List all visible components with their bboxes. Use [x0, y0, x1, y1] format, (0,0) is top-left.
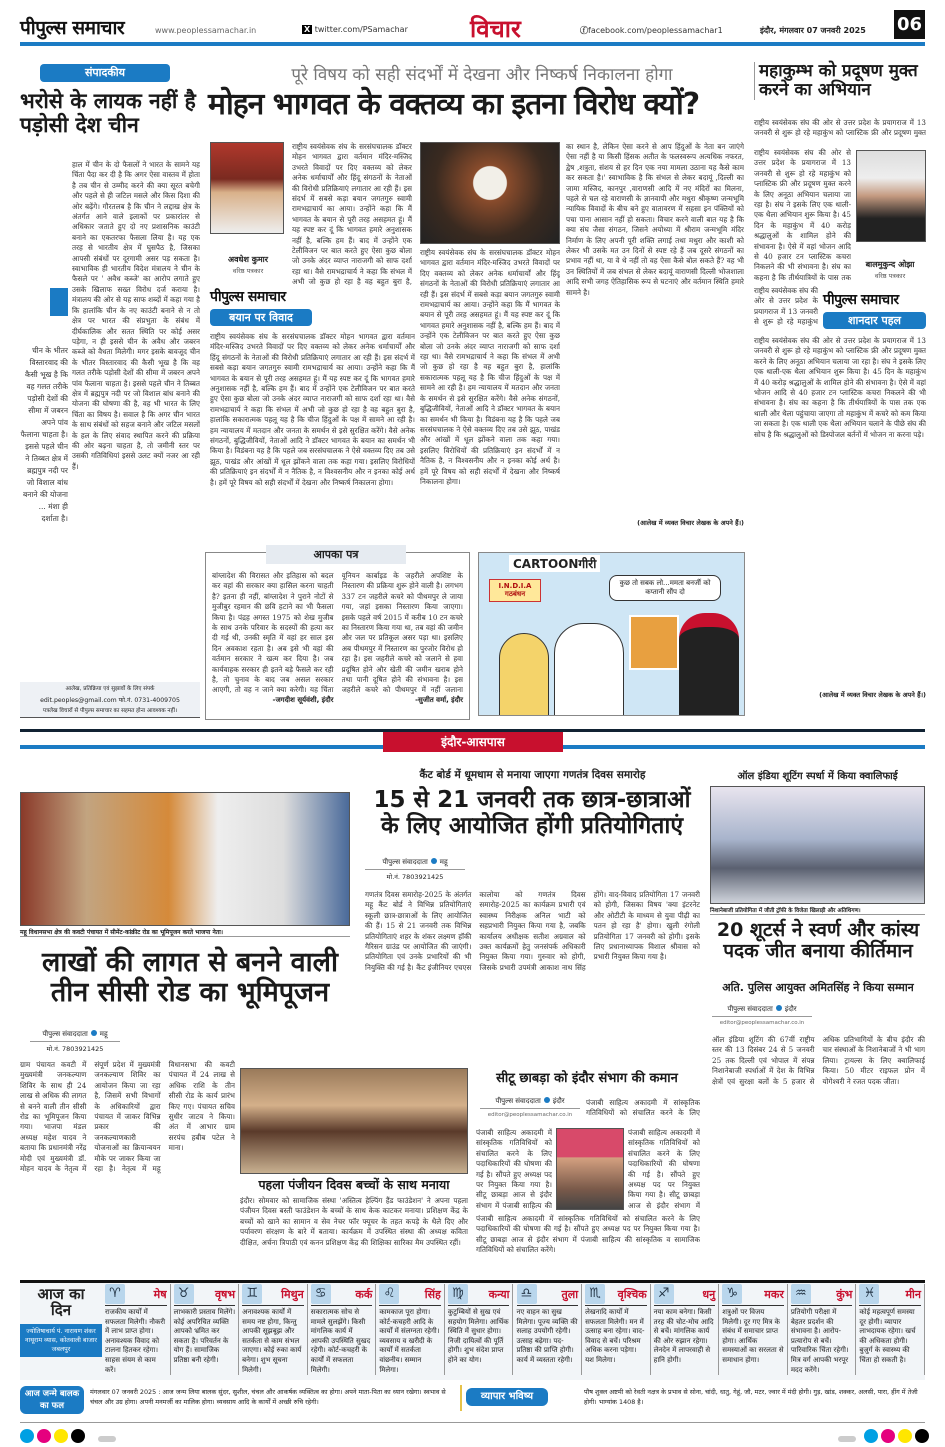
section-title: विचार	[470, 15, 521, 43]
right-body-top: राष्ट्रीय स्वयंसेवक संघ की ओर से उत्तर प्रदेश के प्रयागराज में 13 जनवरी से शुरू हो रहे महाकुंभ को प्लास्टिक फ्री और प्रदूषण मुक्त	[754, 118, 926, 138]
zodiac-icon: ♏	[585, 1284, 605, 1304]
a1-body: ग्राम पंचायत कवटी में मुख्यमंत्री जनकल्याण शिविर के साथ ही 24 लाख से अधिक की लागत से बनने वाली तीन सीसी रोड का भूमिपूजन किया गया। भाजपा मंडल अध्यक्ष महेश यादव ने बताया कि प्रधानमंत्री नरेंद्र मोदी एवं मुख्यमंत्री डॉ. मोहन यादव के नेतृत्व में संपूर्ण प्रदेश में मुख्यमंत्री जनकल्याण शिविर का आयोजन किया जा रहा है, जिसमें सभी विभागों के अधिकारियों द्वारा पंचायत में जाकर विभिन्न प्रकार की जनकल्याणकारी योजनाओं का क्रियान्वयन मौके पर जाकर किया जा रहा है। नेतृत्व में महू विधानसभा की कवटी पंचायत में 24 लाख से अधिक राशि के तीन सीसी रोड के कार्य प्रारंभ किए गए। पंचायत सचिव सुधीर जाटव ने किया। अंत में आभार ग्राम सरपंच हबीब पटेल ने माना।	[20, 1060, 235, 1174]
a3-headline: 20 शूटर्स ने स्वर्ण और कांस्य पदक जीत बनाया कीर्तिमान	[716, 919, 920, 963]
byline-text: पीपुल्स संवाददाता	[42, 1030, 88, 1038]
bullet-icon	[91, 1030, 97, 1036]
sign-label: सिंह	[424, 1288, 441, 1301]
sign-name	[859, 1284, 921, 1306]
sign-label: कन्या	[488, 1288, 510, 1301]
letters-box	[205, 548, 470, 720]
local-section-title: इंदौर-आसपास	[383, 732, 563, 752]
a4-email[interactable]: editor@peoplessamachar.co.in	[487, 1112, 573, 1118]
bottom-rule	[20, 1422, 925, 1423]
a2-phone: मो.नं. 7803921425	[386, 873, 444, 881]
bullet-icon	[544, 1097, 550, 1103]
a4-headline: सीटू छाबड़ा को इंदौर संभाग की कमान	[496, 1071, 678, 1086]
bhoomipujan-headline: लाखों की लागत से बनने वाली तीन सीसी रोड का भूमिपूजन	[42, 947, 338, 1009]
sign-name	[379, 1284, 441, 1306]
cartoon-speech-bubble: कुछ तो सबक लो...ममता बनर्जी को कप्तानी सौंप दो	[609, 575, 721, 601]
zodiac-sign-9	[651, 1284, 720, 1375]
born-text: मंगलवार 07 जनवरी 2025 : आज जन्म लिया बालक सुंदर, सुशील, चंचल और आकर्षक व्यक्तित्व का होगा। अपने माता-पिता का ध्यान रखेगा। स्वभाव से चंचल और उग्र होगा। अपनी मनमर्जी का मालिक होगा। व्यवसाय आदि के कार्यों में अच्छी रुचि रहेगी।	[90, 1388, 446, 1406]
a4-body-bottom: पंजाबी साहित्य अकादमी में सांस्कृतिक गतिविधियों को संचालित करने के लिए पदाधिकारियों की घोषणा की गई है। सौंपते हुए अध्यक्ष पद पर नियुक्त किया गया है। सीटू छाबड़ा आज से इंदौर संभाग में पंजाबी साहित्य की सांस्कृतिक व सामाजिक गतिविधियों को संचालित करेंगे।	[476, 1214, 700, 1255]
lead-kicker: पूरे विषय को सही संदर्भों में देखना और निष्कर्ष निकालना होगा	[291, 65, 673, 85]
sign-name	[791, 1284, 853, 1306]
sign-label: मीन	[905, 1288, 921, 1301]
right-body-bottom: राष्ट्रीय स्वयंसेवक संघ की ओर से उत्तर प्रदेश के प्रयागराज में 13 जनवरी से शुरू हो रहे महाकुंभ को प्लास्टिक फ्री और प्रदूषण मुक्त करने के लिए अनूठा अभियान चलाया जा रहा है। संघ ने इसके लिए एक थाली-एक थैला अभियान शुरू किया है। 45 दिन के महाकुंभ में 40 करोड़ श्रद्धालुओं के शामिल होने की संभावना है। ऐसे में वहां भोजन आदि से 40 हजार टन प्लास्टिक कचरा निकलने की भी संभावना है। संघ का कहना है कि तीर्थयात्रियों के पास तक एक थाली और थैला पहुंचाया जाएगा तो महाकुंभ में कचरे को कम किया जा सकता है। एक थाली एक थैला अभियान चलाने के पीछे संघ की सोच है कि श्रद्धालुओं को डिस्पोजल बर्तनों में भोजन ना करना पड़े।	[754, 336, 926, 439]
shooters-photo	[710, 786, 925, 904]
sign-prediction: नए वाहन का सुख मिलेगा। पूज्य व्यक्ति की सलाह उपयोगी रहेगी। उत्साह बढ़ेगा। पद-प्रतिष्ठा की प्राप्ति होगी। कार्य में व्यस्तता रहेगी।	[516, 1308, 578, 1364]
badge-logo: पीपुल्स समाचार	[210, 289, 286, 305]
letter-1: बांग्लादेश की विरासत और इतिहास को बदल कर वहां की सरकार क्या हासिल करना चाहती है? इतना ही नहीं, बांग्लादेश ने पुराने नोटों से मुजीबुर रहमान की छवि हटाने का भी फैसला किया है। पंद्रह अगस्त 1975 को शेख मुजीब के साथ उनके परिवार के सदस्यों की हत्या कर दी गई थी, उनकी स्मृति में वहां हर साल इस दिन अवकाश रहता है। अब इसे भी वहां की वर्तमान सरकार ने खत्म कर दिया है। जब कार्यवाहक सरकार ही इतने बड़े फैसले कर रही है, तो चुनाव के बाद जब असल सरकार आएगी, तो वह न जाने क्या करेगी। यह चिंता	[212, 571, 334, 695]
sign-name	[654, 1284, 716, 1306]
newspaper-logo: पीपुल्स समाचार	[20, 17, 125, 39]
zodiac-icon: ♐	[654, 1284, 674, 1304]
byline-place: इंदौर	[552, 1097, 565, 1105]
aaj-ka-din	[20, 1286, 102, 1357]
letter-2: यूनियन कार्बाइड के जहरीले अपशिष्ट के निस्तारण की प्रक्रिया शुरू होने वाली है। लगभग 337 टन जहरीले कचरे को पीथमपुर ले जाया गया, जहां इसका निस्तारण किया जाएगा। इसके पहले वर्ष 2015 में करीब 10 टन कचरे का निस्तारण किया गया था, तब वहां की जमीन और जल पर प्रतिकूल असर पड़ा था। इसलिए अब पीथमपुर में निस्तारण का पुरजोर विरोध हो रहा है। इस जहरीले कचरे को जलाने से हवा प्रदूषित होने और खेती की जमीन खराब होने तथा पानी दूषित होने की संभावना है। इस जहरीले कचरे को पीथमपुर में नहीं जलाना	[341, 571, 463, 695]
sign-label: कुंभ	[836, 1288, 853, 1301]
sign-prediction: शत्रुओं पर विजय मिलेगी। दूर गए मित्र के संबंध में समाचार प्राप्त होगा। आर्थिक समस्याओं का सरलता से समाधान होगा।	[722, 1308, 784, 1364]
cartoon-figure-3	[679, 613, 739, 716]
bhagwat-photo	[420, 142, 560, 244]
zodiac-sign-8	[582, 1284, 651, 1375]
zodiac-icon: ♎	[517, 1284, 537, 1304]
cartoon-title: CARTOONगीरी	[509, 555, 600, 572]
a5-body: इंदौर। सोमवार को सामाजिक संस्था 'अस्तित्व हेल्पिंग हैंड फाउंडेशन' ने अपना पहला पंजीयन दिवस बस्ती फाउंडेशन के बच्चों के साथ केक काटकर मनाया। प्रशिक्षण केंद्र के बच्चों को खाने का सामान व सेव नेचर फॉर फ्यूचर के तहत कपड़े के थैले दिए और पर्यावरण संरक्षण के बारे में बताया। कार्यक्रम में उपस्थित संस्था की अध्यक्ष कविता दीक्षित, अर्चना त्रिपाठी एवं कनन प्रशिक्षण केंद्र की शिक्षिका सारिका मैम उपस्थित रहीं।	[240, 1196, 468, 1247]
twitter-handle: twitter.com/PSamachar	[314, 25, 408, 34]
twitter-link[interactable]	[302, 25, 408, 34]
facebook-link[interactable]	[580, 25, 723, 36]
zodiac-icon: ♑	[722, 1284, 742, 1304]
horoscope-title: आज का दिन	[37, 1285, 85, 1319]
sign-name	[517, 1284, 579, 1306]
contact-email[interactable]: edit.peoples@gmail.com फो.नं. 0731-4009705	[40, 697, 180, 704]
dateline: इंदौर, मंगलवार 07 जनवरी 2025	[760, 26, 866, 35]
zodiac-icon: ♌	[379, 1284, 399, 1304]
zodiac-sign-3	[239, 1284, 308, 1375]
bhoomipujan-photo	[20, 792, 350, 926]
trade-text: पौष शुक्ल अष्टमी को रेवती नक्षत्र के प्रभाव से सोना, चांदी, धातु, गेहूं, जौ, मटर, ज्वार में मंदी होगी। गुड़, खांड, शक्कर, अलसी, पारा, हींग में तेजी होगी। भाग्यांक 1408 है।	[584, 1388, 918, 1406]
sign-name	[585, 1284, 647, 1306]
lead-body-text: राष्ट्रीय स्वयंसेवक संघ के सरसंघचालक डॉक्टर मोहन भागवत द्वारा वर्तमान मंदिर-मस्जिद उभरते विवादों पर दिए वक्तव्य को लेकर अनेक धर्माचार्यों और हिंदू संगठनों के नेताओं की विरोधी प्रतिक्रियाएं लगातार आ रही हैं। इस संदर्भ में सबसे कड़ा बयान जगतगुरु स्वामी रामभद्राचार्य का आया। उन्होंने कहा कि मैं भागवत के बयान से पूरी तरह असहमत हूं। मैं यह स्पष्ट कर दूं कि भागवत हमारे अनुशासक नहीं है, बल्कि हम हैं। बाद में उन्होंने एक टेलीविजन पर बात करते हुए ऐसा कुछ बोला जो उनके अंदर व्याप्त नाराजगी को साफ दर्शा रहा था। वैसे रामभद्राचार्य ने कहा कि संभल में अभी जो कुछ हो रहा है वह बहुत बुरा है, हालांकि सकारात्मक पहलू यह है कि चीज हिंदुओं के पक्ष में सामने आ रही है। हम न्यायालय में मतदान और जनता के समर्थन से इसे सुरक्षित करेंगे। वैसे अनेक संगठनों, बुद्धिजीवियों, नेताओं आदि ने डॉक्टर भागवत के बयान का समर्थन भी किया है। विडंबना यह है कि पहले जब सरसंघचालक ने ऐसे वक्तव्य दिए तब उसे झूठ, पाखंड और आंखों में धूल झोंकने वाला तक कहा गया। इसलिए विरोधियों की प्रतिक्रियाएं इन संदर्भों में न नैतिक है, न विश्वसनीय और न इनका कोई अर्थ है। हमें पूरे विषय को सही संदर्भों में देखना और निष्कर्ष निकालना होगा।	[210, 332, 415, 487]
lead-body-continued: राष्ट्रीय स्वयंसेवक संघ के सरसंघचालक डॉक्टर मोहन भागवत द्वारा वर्तमान मंदिर-मस्जिद उभरते विवादों पर दिए वक्तव्य को लेकर अनेक धर्माचार्यों और हिंदू संगठनों के नेताओं की विरोधी प्रतिक्रियाएं लगातार आ रही हैं। इस संदर्भ में सबसे कड़ा बयान जगतगुरु स्वामी रामभद्राचार्य का आया। उन्होंने कहा कि मैं भागवत के बयान से पूरी तरह असहमत हूं। मैं यह स्पष्ट कर दूं कि भागवत हमारे अनुशासक नहीं है, बल्कि हम हैं। बाद में उन्होंने एक टेलीविजन पर बात करते हुए ऐसा कुछ बोला जो उनके अंदर व्याप्त नाराजगी को साफ दर्शा रहा था। वैसे रामभद्राचार्य ने कहा कि संभल में अभी जो कुछ हो रहा है वह बहुत बुरा है, हालांकि सकारात्मक पहलू यह है कि चीज हिंदुओं के पक्ष में सामने आ रही है। हम न्यायालय में मतदान और जनता के समर्थन से इसे सुरक्षित करेंगे। वैसे अनेक संगठनों, बुद्धिजीवियों, नेताओं आदि ने डॉक्टर भागवत के बयान का समर्थन भी किया है। विडंबना यह है कि पहले जब सरसंघचालक ने ऐसे वक्तव्य दिए तब उसे झूठ, पाखंड और आंखों में धूल झोंकने वाला तक कहा गया। इसलिए विरोधियों की प्रतिक्रियाएं इन संदर्भों में न नैतिक है, न विश्वसनीय और न इनका कोई अर्थ है। हमें पूरे विषय को सही संदर्भों में देखना और निष्कर्ष निकालना होगा।	[420, 248, 560, 486]
columnist-designation: वरिष्ठ पत्रकार	[874, 272, 906, 280]
lead-badge: बयान पर विवाद	[210, 309, 312, 326]
sign-prediction: कोई महत्वपूर्ण समस्या दूर होगी। व्यापार लाभदायक रहेगा। खर्च की अधिकता होगी। बुजुर्ग के स्वास्थ्य की चिंता हो सकती है।	[859, 1308, 916, 1364]
a4-byline	[480, 1097, 580, 1109]
a4-body-right: पंजाबी साहित्य अकादमी में सांस्कृतिक गतिविधियों को संचालित करने के लिए	[586, 1098, 700, 1118]
zodiac-icon: ♊	[242, 1284, 262, 1304]
author-designation: वरिष्ठ पत्रकार	[232, 267, 264, 275]
sign-label: मिथुन	[281, 1288, 304, 1301]
disclaimer: पत्रलेख विचारों से पीपुल्स समाचार का सहमत होना आवश्यक नहीं।	[42, 708, 178, 714]
letters-title: आपका पत्र	[266, 545, 406, 564]
a4-body-right2: पंजाबी साहित्य अकादमी में सांस्कृतिक गतिविधियों को संचालित करने के लिए पदाधिकारियों की घोषणा की गई है। सौंपते हुए अध्यक्ष पद पर नियुक्त किया गया है। सीटू छाबड़ा आज से इंदौर संभाग में	[628, 1128, 700, 1210]
sign-name	[311, 1284, 373, 1306]
sign-label: धनु	[702, 1288, 716, 1301]
lead-headline: मोहन भागवत के वक्तव्य का इतना विरोध क्यों?	[208, 87, 700, 122]
sign-name	[105, 1284, 167, 1306]
a5-headline: पहला पंजीयन दिवस बच्चों के साथ मनाया	[258, 1177, 450, 1192]
zodiac-sign-12	[856, 1284, 925, 1375]
divider-bar	[460, 1385, 462, 1411]
lead-body-col2	[420, 248, 560, 529]
sign-name	[174, 1284, 236, 1306]
author-name: अवधेश कुमार	[228, 255, 268, 264]
registration-marks-right	[838, 1428, 932, 1447]
sign-prediction: सकारात्मक सोच से मामले सुलझेंगे। किसी मांगलिक कार्य में आपकी उपस्थिति सुखद रहेगी। कोर्ट-कचहरी के कार्यों में सफलता मिलेगी।	[310, 1308, 371, 1374]
byline-place: इंदौर	[784, 1005, 797, 1013]
sign-prediction: प्रतियोगी परीक्षा में बेहतर प्रदर्शन की संभावना है। आरोप-प्रत्यारोप से बचें। पारिवारिक चिंता रहेगी। मित्र वर्ग आपकी भरपूर मदद करेंगे।	[790, 1308, 849, 1374]
editorial-headline: भरोसे के लायक नहीं है पड़ोसी देश चीन	[20, 89, 196, 137]
contact-box	[20, 682, 200, 718]
sign-prediction: राजकीय कार्यों में सफलता मिलेगी। नौकरी में लाभ प्राप्त होगा। अनावश्यक विवाद को टालना हितकर रहेगा। साहस संयम से काम करें।	[105, 1308, 166, 1374]
a3-kicker: ऑल इंडिया शूटिंग स्पर्धा में किया क्वालिफाई	[737, 771, 898, 782]
cartoon-figure-1	[499, 633, 549, 716]
author-photo	[210, 142, 284, 234]
cartoon-box	[478, 552, 745, 716]
children-photo	[240, 1068, 468, 1174]
page-number: 06	[894, 10, 925, 39]
cartoon-sign: I.N.D.I.A गठबंधन	[489, 579, 541, 602]
right-headline: महाकुम्भ को प्रदूषण मुक्त करने का अभियान	[754, 62, 929, 100]
masthead	[20, 12, 925, 46]
editorial-tag: संपादकीय	[40, 64, 170, 82]
sign-label: कर्क	[355, 1288, 373, 1301]
editorial-pullquote: चीन के भीतर विस्तारवाद की कैसी भूख है कि वह गलत तरीके पड़ोसी देशों की सीमा में जबरन अपने पांव फैलाना चाहता है। इससे पहले चीन ने तिब्बत क्षेत्र में ब्रह्मपुत्र नदी पर जो विशाल बांध बनाने की योजना ... मंशा ही दर्शाता है।	[20, 346, 68, 523]
seetu-photo	[556, 1128, 624, 1210]
registration-marks-left	[20, 1428, 119, 1447]
zodiac-icon: ♓	[859, 1284, 879, 1304]
zodiac-sign-1	[102, 1284, 171, 1375]
letter-1-author: -जगदीश सूर्यवंशी, इंदौर	[272, 695, 334, 704]
zodiac-sign-11	[788, 1284, 857, 1375]
a3-caption: निशानेबाजी प्रतियोगिता में जीती ट्रॉफी के विजेता खिलाड़ी और अतिथिगण।	[710, 906, 925, 915]
letter-2-author: -सुजीत वर्मा, इंदौर	[415, 695, 463, 704]
zodiac-icon: ♉	[174, 1284, 194, 1304]
sign-label: मकर	[764, 1288, 784, 1301]
sign-label: वृषभ	[214, 1288, 236, 1301]
sign-prediction: नया काम बनेगा। किसी तरह की चोट-मोच आदि से बचें। मांगलिक कार्य की ओर रुझान रहेगा। लेनदेन में लापरवाही से हानि होगी।	[653, 1308, 714, 1364]
sign-prediction: अनावश्यक कार्यों में समय नष्ट होगा, किन्तु आपकी सूझबूझ और सतर्कता से काम संभल जाएगा। कोई रुका कार्य बनेगा। शुभ सूचना मिलेगी।	[242, 1308, 302, 1374]
trade-label: व्यापार भविष्य	[466, 1388, 548, 1406]
byline-text: पीपुल्स संवाददाता	[727, 1005, 773, 1013]
website-link[interactable]: www.peoplessamachar.in	[155, 26, 257, 35]
sign-label: मेष	[153, 1288, 167, 1301]
lead-body-col1: राष्ट्रीय स्वयंसेवक संघ के सरसंघचालक डॉक्टर मोहन भागवत द्वारा वर्तमान मंदिर-मस्जिद उभरते विवादों पर दिए वक्तव्य को लेकर अनेक धर्माचार्यों और हिंदू संगठनों के नेताओं की विरोधी प्रतिक्रियाएं लगातार आ रही हैं। इस संदर्भ में सबसे कड़ा बयान जगतगुरु स्वामी रामभद्राचार्य का आया। उन्होंने कहा कि मैं भागवत के बयान से पूरी तरह असहमत हूं। मैं यह स्पष्ट कर दूं कि भागवत हमारे अनुशासक नहीं है, बल्कि हम हैं। बाद में उन्होंने एक टेलीविजन पर बात करते हुए ऐसा कुछ बोला जो उनके अंदर व्याप्त नाराजगी को साफ दर्शा रहा था। वैसे रामभद्राचार्य ने कहा कि संभल में अभी जो कुछ हो रहा है वह बहुत बुरा है,	[292, 142, 412, 287]
lead-body-col3: का स्थान है, लेकिन ऐसा करने से आप हिंदुओं के नेता बन जाएंगे ऐसा नहीं है या किसी हिंसक अतीत के फलस्वरूप अत्यधिक नफरत, द्वेष ,शत्रुता, संशय से हर दिन एक नया मामला उठाना यह कैसे काम कर सकता है।' स्वाभाविक है कि संभल से लेकर बदायूं ,दिल्ली का जामा मस्जिद, कानपुर ,वाराणसी आदि में नए मंदिरों का मिलना, पहले से चल रहे वाराणसी के ज्ञानवापी और मथुरा श्रीकृष्ण जन्मभूमि न्यायिक विवादों के बीच बने हुए वातावरण में सहसा इन पंक्तियों को पचा पाना आसान नहीं हो सकता। विचार करने वाली बात यह है कि क्या संघ जैसा संगठन, जिसने अयोध्या में श्रीराम जन्मभूमि मंदिर निर्माण के लिए अपनी पूरी शक्ति लगाई तथा मथुरा और काशी को लेकर भी उसके मत उन दिनों से स्पष्ट रहे हैं जब दूसरे संगठनों का प्रभाव नहीं था, या वे थे नहीं तो वह ऐसा कैसे बोल सकते हैं? वह भी उन स्थितियों में जब संभल से लेकर बदायूं वाराणसी दिल्ली भोजशाला आदि सभी जगह ऐतिहासिक रूप से घटनाएं और वर्तमान स्थिति हमारे सामने है।	[566, 142, 744, 297]
sign-name	[242, 1284, 304, 1306]
columnist-photo	[856, 150, 926, 242]
facebook-icon: ⓕ	[580, 26, 588, 35]
a2-headline: 15 से 21 जनवरी तक छात्र-छात्राओं के लिए आयोजित होंगी प्रतियोगिताएं	[373, 787, 691, 839]
cartoon-figure-2	[554, 623, 624, 716]
a4-body-left: पंजाबी साहित्य अकादमी में सांस्कृतिक गतिविधियों को संचालित करने के लिए पदाधिकारियों की घोषणा की गई है। सौंपते हुए अध्यक्ष पद पर नियुक्त किया गया है। सीटू छाबड़ा आज से इंदौर संभाग में पंजाबी साहित्य की	[476, 1128, 552, 1210]
bullet-icon	[776, 1005, 782, 1011]
bullet-icon	[431, 858, 437, 864]
zodiac-sign-7	[514, 1284, 583, 1375]
byline-place: महू	[439, 858, 448, 866]
columnist-name: बालमुकुन्द ओझा	[865, 260, 915, 269]
sign-name	[722, 1284, 784, 1306]
sign-label: तुला	[561, 1288, 579, 1301]
born-label: आज जन्मे बालक का फल	[20, 1386, 84, 1414]
byline-text: पीपुल्स संवाददाता	[382, 858, 428, 866]
bhoomipujan-caption: महू विधानसभा क्षेत्र की कवटी पंचायत में सीमेंट-कांक्रीट रोड का भूमिपूजन करते भाजपा नेता।	[20, 928, 350, 937]
right-signoff: (आलेख में व्यक्त विचार लेखक के अपने हैं।)	[819, 691, 926, 699]
sign-prediction: कुटुम्बियों से सुख एवं सहयोग मिलेगा। आर्थिक स्थिति में सुधार होगा। निजी दायित्वों की पूर्ति होगी। शुभ संदेश प्राप्त होने का योग।	[447, 1308, 509, 1364]
lead-body-col1b	[210, 332, 415, 530]
zodiac-icon: ♈	[105, 1284, 125, 1304]
byline-place: महू	[99, 1030, 108, 1038]
right-body-narrow: राष्ट्रीय स्वयंसेवक संघ की ओर से उत्तर प्रदेश के प्रयागराज में 13 जनवरी से शुरू हो रहे महाकुंभ को प्लास्टिक फ्री और प्रदूषण मुक्त करने के लिए अनूठा अभियान चलाया जा रहा है। संघ ने इसके लिए एक थाली-एक थैला अभियान शुरू किया है। 45 दिन के महाकुंभ में 40 करोड़ श्रद्धालुओं के शामिल होने की संभावना है। ऐसे में वहां भोजन आदि से 40 हजार टन प्लास्टिक कचरा निकलने की भी संभावना है। संघ का कहना है कि तीर्थयात्रियों के पास तक	[754, 148, 851, 282]
zodiac-icon: ♒	[791, 1284, 811, 1304]
zodiac-sign-4	[308, 1284, 377, 1375]
facebook-handle: facebook.com/peoplessamachar1	[588, 26, 723, 35]
editorial-body: हाल में चीन के दो फैसलों ने भारत के सामने यह चिंता पैदा कर दी है कि अगर ऐसा वास्तव में होता है तब चीन से उम्मीद करने की क्या सूरत बचेगी और पहले से ही जटिल मसले और किस दिशा की ओर बढ़ेंगे। गौरतलब है कि चीन ने लद्दाख क्षेत्र के अंतर्गत आने वाले इलाकों पर प्रकारांतर से अधिकार जताते हुए दो नए प्रशासनिक काउंटी बनाने का एकतरफा फैसला लिया है। यह एक तरह से भारतीय क्षेत्र में घुसपैठ है, जिसका आपसी संबंधों पर दूरगामी असर पड़ सकता है। स्वाभाविक ही भारतीय विदेश मंत्रालय ने चीन के फैसले पर ' अवैध कब्जे' का आरोप लगाते हुए उसके खिलाफ सख्त विरोध दर्ज कराया है। मंत्रालय की ओर से यह साफ शब्दों में कहा गया है कि हालांकि चीन के नए काउंटी बनाने से न तो क्षेत्र पर भारत की संप्रभुता के संबंध में दीर्घकालिक और सतत स्थिति पर कोई असर पड़ेगा, न ही इससे चीन के अवैध और जबरन कब्जे को वैधता मिलेगी। मगर इसके बावजूद चीन के भीतर विस्तारवाद की कैसी भूख है कि वह गलत तरीके पड़ोसी देशों की सीमा में जबरन अपने पांव फैलाना चाहता है। इससे पहले चीन ने तिब्बत क्षेत्र में ब्रह्मपुत्र नदी पर जो विशाल बांध बनाने की योजना की घोषणा की है, वह भी भारत के लिए चिंता का विषय है। सवाल है कि अगर चीन भारत के साथ संबंधों को सहज बनाने और जटिल मसलों के हल के लिए संवाद स्थापित करने की प्रक्रिया की ओर बढ़ना चाहता है, तो जमीनी स्तर पर उसकी गतिविधियां इससे उलट क्यों नजर आ रही हैं।	[72, 160, 200, 471]
quote-marker	[50, 288, 68, 316]
cartoon-portrait	[629, 615, 679, 670]
a3-email[interactable]: editor@peoplessamachar.co.in	[719, 1020, 805, 1026]
a2-byline	[365, 858, 465, 870]
x-icon: X	[304, 25, 311, 34]
zodiac-sign-10	[719, 1284, 788, 1375]
a2-body: गणतंत्र दिवस समारोह-2025 के अंतर्गत महू कैंट बोर्ड ने विभिन्न प्रतियोगिताएं स्कूली छात्र-छात्राओं के लिए आयोजित की हैं। 15 से 21 जनवरी तक विभिन्न प्रतियोगिताएं शहर के शंकर लक्ष्मण हॉकी गैरिसन ग्राउंड पर आयोजित की जाएंगी। प्रतियोगिता एवं उनके प्रभारियों की भी नियुक्ति की गई है। कैंट इंजीनियर एचएस कालोया को गणतंत्र दिवस समारोह-2025 का कार्यक्रम प्रभारी एवं स्वास्थ्य निरीक्षक अनिल भाटी को सहप्रभारी नियुक्त किया गया है, जबकि कार्यालय अधीक्षक सतीश अग्रवाल को उक्त कार्यक्रमों हेतु जनसंपर्क अधिकारी नियुक्त किया गया। गुरुवार को होगी, जिसके प्रभारी उपमंत्री आकाश नाथ सिंह होंगे। वाद-विवाद प्रतियोगिता 17 जनवरी को होगी, जिसका विषय 'क्या इंटरनेट और ओटीटी के माध्यम से युवा पीढ़ी का पतन हो रहा है' होगा। खुली रंगोली प्रतियोगिता 17 जनवरी को होगी। इसके लिए प्रधानाध्यापक विशाल श्रीवास को प्रभारी नियुक्त किया गया है।	[365, 890, 700, 972]
sign-prediction: लाभकारी प्रस्ताव मिलेंगे। कोई अपरिचित व्यक्ति आपको भ्रमित कर सकता है। परिवर्तन के योग हैं। सामाजिक प्रतिष्ठा बनी रहेगी।	[173, 1308, 236, 1364]
astrologer: ज्योतिषाचार्य पं. नारायण शंकर नाथूराम व्यास, कोतवाली बाजार जबलपुर	[20, 1324, 102, 1357]
a1-byline	[30, 1030, 120, 1042]
a3-body: ऑल इंडिया शूटिंग की 67वीं राष्ट्रीय स्तर की 13 दिसंबर 24 से 5 जनवरी 25 तक दिल्ली एवं भोपाल में संपन्न निशानेबाजी स्पर्धाओं में देश के विभिन्न क्षेत्रों एवं सुरक्षा बलों के 5 हजार से अधिक प्रतिभागियों के बीच इंदौर की चार संस्थाओं के निशानेबाजों ने भी भाग लिया। ट्रायल्स के लिए क्वालिफाई किया। 50 मीटर राइफल प्रोन में योगेश्वरी ने रजत पदक जीता।	[712, 1035, 925, 1086]
contact-title: आलेख, प्रतिक्रिया एवं सुझावों के लिए संपर्क	[65, 686, 155, 692]
zodiac-sign-5	[376, 1284, 445, 1375]
badge-logo-right: पीपुल्स समाचार	[823, 292, 899, 308]
lead-signoff: (आलेख में व्यक्त विचार लेखक के अपने हैं।)	[637, 519, 744, 527]
zodiac-icon: ♍	[448, 1284, 468, 1304]
zodiac-sign-2	[171, 1284, 240, 1375]
sign-prediction: कामकाज पूरा होगा। कोर्ट-कचहरी आदि के कार्यों में संलग्नता रहेगी। व्यवसाय व खरीदी के कार्यों में सतर्कता वांछनीय। सम्मान मिलेगा।	[379, 1308, 440, 1374]
a3-subhead: अति. पुलिस आयुक्त अमितसिंह ने किया सम्मान	[722, 981, 914, 994]
zodiac-sign-6	[445, 1284, 514, 1375]
a2-kicker: कैंट बोर्ड में धूमधाम से मनाया जाएगा गणतंत्र दिवस समारोह	[419, 769, 646, 781]
byline-text: पीपुल्स संवाददाता	[495, 1097, 541, 1105]
right-body-mid: राष्ट्रीय स्वयंसेवक संघ की ओर से उत्तर प्रदेश के प्रयागराज में 13 जनवरी से शुरू हो रहे महाकुंभ	[754, 286, 818, 327]
a1-phone: मो.नं. 7803921425	[46, 1045, 104, 1053]
a3-byline	[712, 1005, 812, 1017]
right-badge: शानदार पहल	[823, 312, 926, 329]
zodiac-icon: ♋	[311, 1284, 331, 1304]
sign-prediction: लेखनादि कार्यों में सफलता मिलेगी। मन में उत्साह बना रहेगा। वाद-विवाद से बचें। परिश्रम अधिक करना पड़ेगा। यश मिलेगा।	[585, 1308, 645, 1364]
sign-name	[448, 1284, 510, 1306]
sign-label: वृश्चिक	[617, 1288, 647, 1301]
